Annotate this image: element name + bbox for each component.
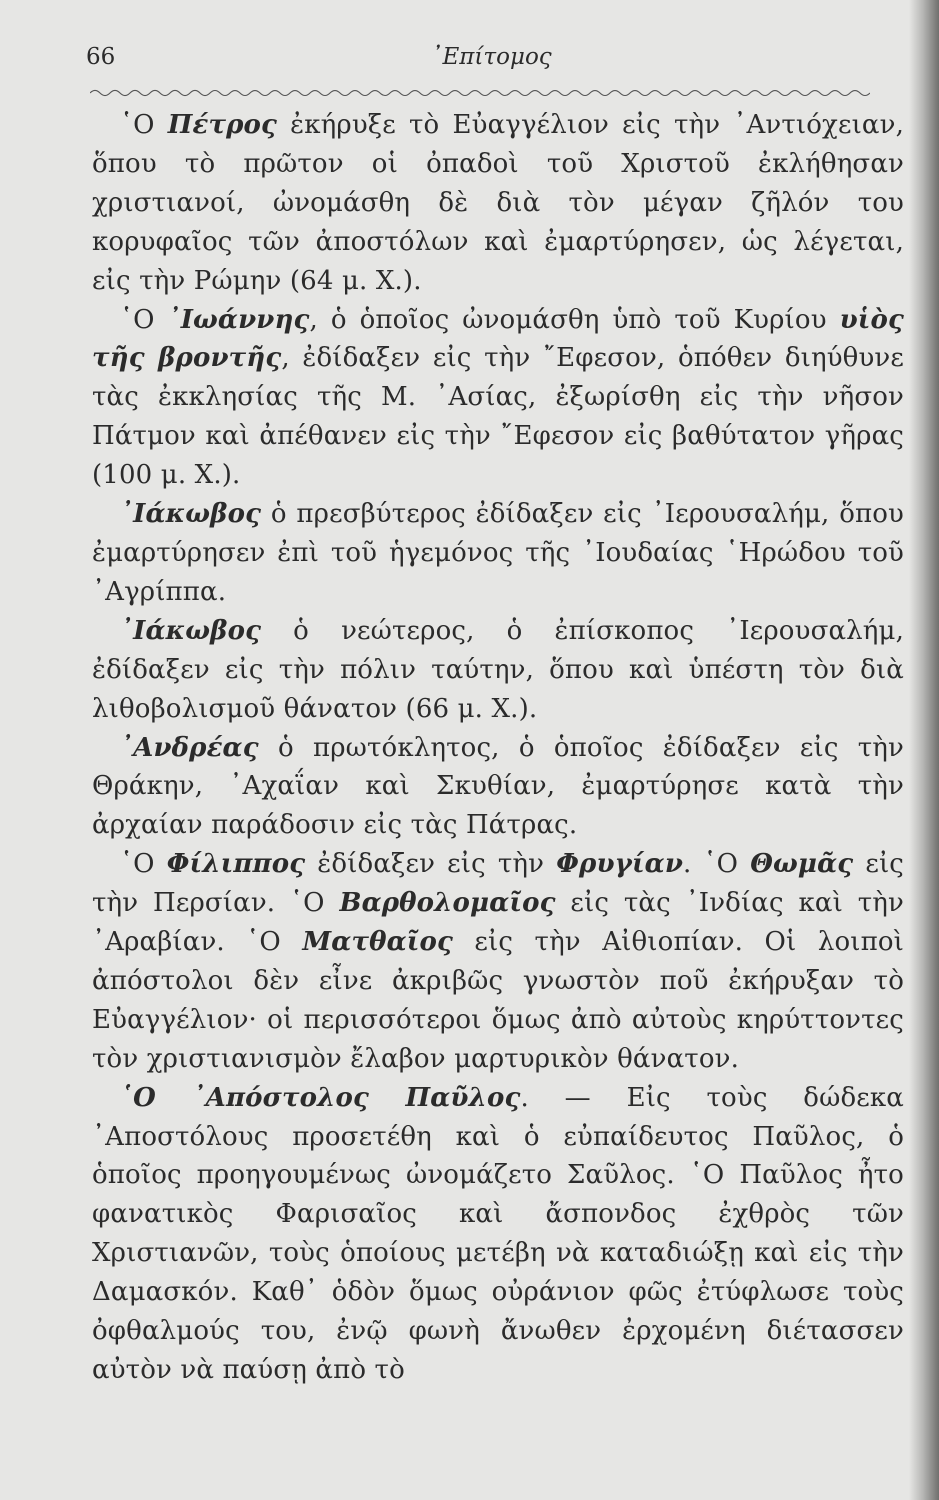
epithet-son-of-thunder: υἱὸς τῆς βροντῆς (92, 304, 904, 374)
name-petros: Πέτρος (167, 110, 278, 140)
paragraph-text: ἐκήρυξε τὸ Εὐαγγέλιον εἰς τὴν ᾿Αντιόχειαν, ὅπου τὸ πρῶτον οἱ ὀπαδοὶ τοῦ Χριστοῦ ἐκλήθησαν χριστιανοί, ὠνομάσθη δὲ διὰ τὸν μέγαν ζῆλόν του κορυφαῖος τῶν ἀποστόλων καὶ ἐμαρτύρησεν, ὡς λέγεται, εἰς τὴν Ρώμην (64 μ. Χ.). (92, 110, 904, 296)
name-filippos: Φίλιππος (166, 849, 306, 880)
page-edge-shadow (909, 0, 939, 1500)
paragraph-text: εἰς τὴν Αἰθιοπίαν. Οἱ λοιποὶ ἀπόστολοι δὲν εἶνε ἀκριβῶς γνωστὸν ποῦ ἐκήρυξαν τὸ Εὐαγγέλιον· οἱ περισσότεροι ὅμως ἀπὸ αὐτοὺς κηρύττοντες τὸν χριστιανισμὸν ἔλαβον μαρτυρικὸν θάνατον. (92, 927, 904, 1074)
article: ῾Ο (120, 110, 155, 140)
name-iakovos-younger: ᾿Ιάκωβος (120, 615, 262, 646)
name-vartholomaios: Βαρθολομαῖος (339, 888, 556, 919)
paragraph-ioannis (92, 301, 904, 496)
ornamental-wavy-rule (90, 86, 870, 100)
page-header (86, 44, 886, 84)
paragraph-andreas (92, 729, 904, 846)
paragraph-text: , ὁ ὁποῖος ὠνομάσθη ὑπὸ τοῦ Κυρίου (309, 304, 840, 335)
paragraph-text-continued: , ἐδίδαξεν εἰς τὴν ῎Εφεσον, ὁπόθεν διηύθυνε τὰς ἐκκλησίας τῆς Μ. ᾿Ασίας, ἐξωρίσθη εἰς τὴν νῆσον Πάτμον καὶ ἀπέθανεν εἰς τὴν ῎Εφεσον εἰς βαθύτατον γῆρας (100 μ. Χ.). (92, 343, 904, 491)
running-title: ᾿Επίτομος (431, 44, 552, 70)
name-ioannis: ᾿Ιωάννης (167, 304, 310, 335)
name-iakovos-elder: ᾿Ιάκωβος (120, 499, 262, 530)
paragraph-iakovos-elder (92, 495, 904, 612)
paragraph-petros (92, 106, 904, 301)
name-pavlos: ῾Ο ᾿Απόστολος Παῦλος (120, 1082, 521, 1113)
paragraph-text: ὁ νεώτερος, ὁ ἐπίσκοπος ᾿Ιερουσαλήμ, ἐδίδαξεν εἰς τὴν πόλιν ταύτην, ὅπου καὶ ὑπέστη τὸν διὰ λιθοβολισμοῦ θάνατον (66 μ. Χ.). (92, 615, 904, 724)
paragraph-pavlos (92, 1079, 904, 1390)
paragraph-text: ὁ πρεσβύτερος ἐδίδαξεν εἰς ᾿Ιερουσαλήμ, ὅπου ἐμαρτύρησεν ἐπὶ τοῦ ἡγεμόνος τῆς ᾿Ιουδαίας ῾Ηρώδου τοῦ ᾿Αγρίππα. (92, 499, 904, 607)
article: ῾Ο (120, 849, 155, 880)
article: ῾Ο (120, 304, 155, 335)
name-frygia: Φρυγίαν (556, 849, 684, 880)
paragraph-other-apostles (92, 845, 904, 1078)
paragraph-text: ἐδίδαξεν εἰς τὴν (305, 849, 557, 880)
name-matthaios: Ματθαῖος (302, 927, 453, 958)
paragraph-text: . — Εἰς τοὺς δώδεκα ᾿Αποστόλους προσετέθη καὶ ὁ εὐπαίδευτος Παῦλος, ὁ ὁποῖος προηγουμένως ὠνομάζετο Σαῦλος. ῾Ο Παῦλος ἦτο φανατικὸς Φαρισαῖος καὶ ἄσπονδος ἐχθρὸς τῶν Χριστιανῶν, τοὺς ὁποίους μετέβη νὰ καταδιώξῃ καὶ εἰς τὴν Δαμασκόν. Καθ᾿ ὁδὸν ὅμως οὐράνιον φῶς ἐτύφλωσε τοὺς ὀφθαλμούς του, ἐνῷ φωνὴ ἄνωθεν ἐρχομένη διέτασσεν αὐτὸν νὰ παύσῃ ἀπὸ τὸ (92, 1082, 904, 1385)
paragraph-text: . ῾Ο (683, 849, 751, 880)
paragraph-text: εἰς τὰς ᾿Ινδίας καὶ τὴν ᾿Αραβίαν. ῾Ο (92, 888, 904, 958)
name-andreas: ᾿Ανδρέας (120, 732, 259, 763)
paragraph-iakovos-younger (92, 612, 904, 729)
page-number: 66 (86, 44, 116, 70)
name-thomas: Θωμᾶς (750, 849, 854, 880)
body-text (92, 106, 904, 1390)
paragraph-text: ὁ πρωτόκλητος, ὁ ὁποῖος ἐδίδαξεν εἰς τὴν Θράκην, ᾿Αχαΐαν καὶ Σκυθίαν, ἐμαρτύρησε κατὰ τὴν ἀρχαίαν παράδοσιν εἰς τὰς Πάτρας. (92, 732, 904, 841)
paragraph-text: εἰς τὴν Περσίαν. ῾Ο (92, 849, 905, 919)
